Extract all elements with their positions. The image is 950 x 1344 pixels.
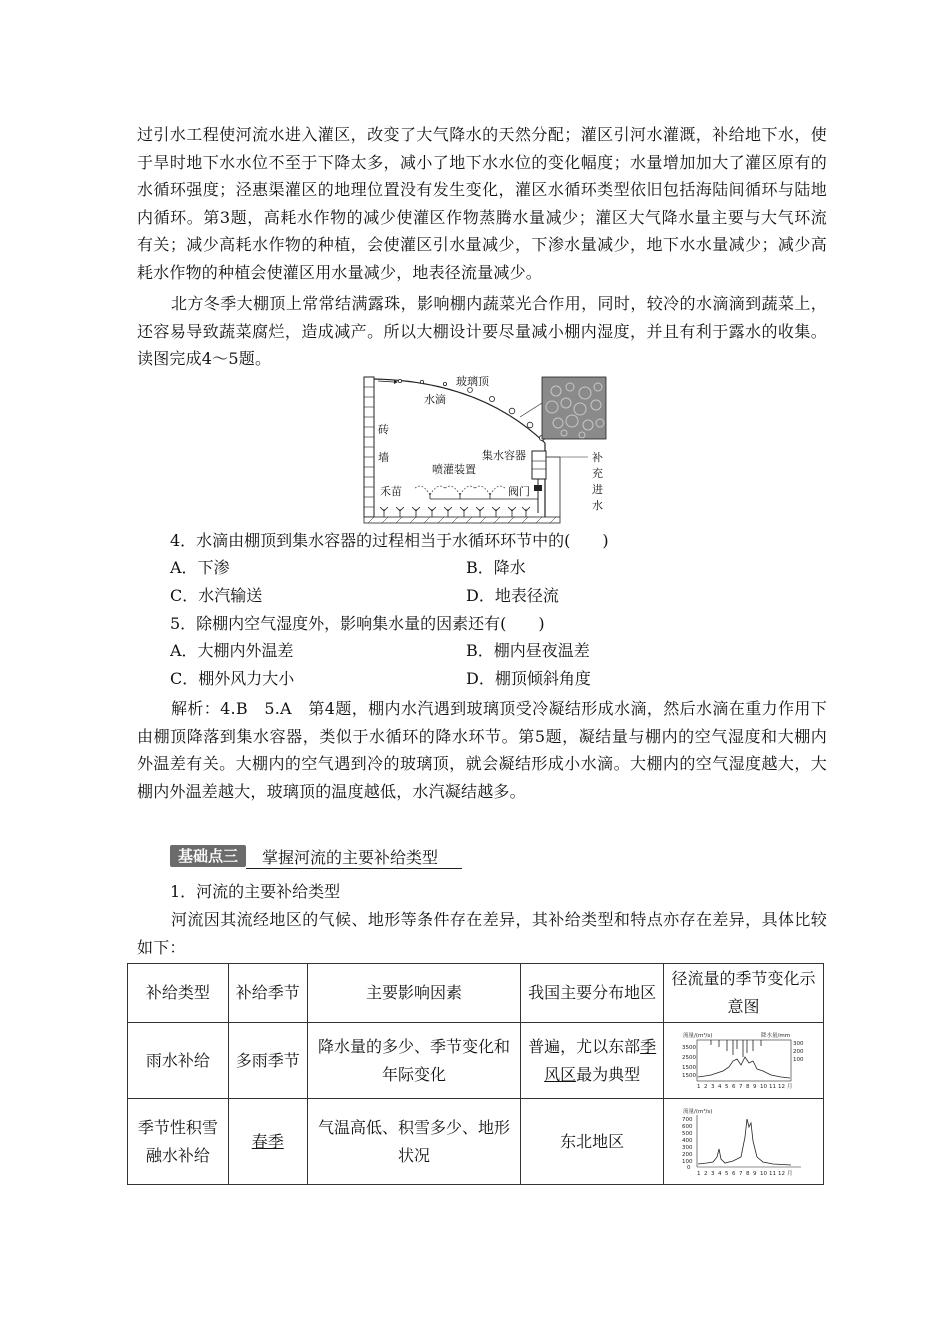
label-supply-2: 充 <box>592 467 603 480</box>
chart1-xtick: 10 <box>759 1083 767 1090</box>
chart2-xtick: 12 <box>777 1170 785 1177</box>
label-supply-1: 补 <box>592 451 603 464</box>
chart1-ytick: 1500 <box>681 1064 696 1071</box>
q5-option-c: C．棚外风力大小 <box>170 669 295 688</box>
label-wall: 墙 <box>378 451 389 464</box>
q4-option-c: C．水汽输送 <box>170 586 263 605</box>
chart2-ytick: 400 <box>681 1137 692 1144</box>
chart1-xtick: 8 <box>745 1083 749 1090</box>
cell-season: 多雨季节 <box>228 1023 307 1099</box>
chart2-xtick: 4 <box>717 1170 721 1177</box>
cell-factors: 降水量的多少、季节变化和年际变化 <box>307 1023 521 1099</box>
season-underlined: 春季 <box>251 1131 284 1151</box>
chart2-ytick: 200 <box>681 1151 692 1158</box>
chart1-y2tick: 200 <box>792 1048 803 1055</box>
q4-option-b: B．降水 <box>466 558 526 577</box>
chart2-ytick: 300 <box>681 1144 692 1151</box>
chart1-xtick: 12 <box>777 1083 785 1090</box>
header-season: 补给季节 <box>228 964 307 1023</box>
q5-option-a: A．大棚内外温差 <box>170 641 294 660</box>
chart1-ytick: 3500 <box>681 1044 696 1051</box>
chart2-xtick: 3 <box>710 1170 714 1177</box>
chart1-xtick: 7 <box>738 1083 742 1090</box>
seedlings <box>380 507 530 517</box>
chart1-xtick: 4 <box>717 1083 721 1090</box>
chart2-ytick: 700 <box>681 1116 692 1123</box>
intro-paragraph: 过引水工程使河流水进入灌区，改变了大气降水的天然分配；灌区引河水灌溉，补给地下水，使于旱时地下水水位不至于下降太多，减小了地下水水位的变化幅度；水量增加加大了灌区原有的水循环强度；泾惠渠灌区的地理位置没有发生变化，灌区水循环类型依旧包括海陆间循环与陆地内循环。第3题，高耗水作物的减少使灌区作物蒸腾水量减少；灌区大气降水量主要与大气环流有关；减少高耗水作物的种植，会使灌区引水量减少，下渗水量减少，地下水水量减少；减少高耗水作物的种植会使灌区用水量减少，地表径流量减少。 <box>137 125 827 282</box>
cell-chart <box>664 1023 824 1099</box>
rain-runoff-chart <box>681 1031 807 1091</box>
water-drops <box>398 379 544 440</box>
table-row <box>128 1099 824 1185</box>
chart2-xtick: 1 <box>696 1170 700 1177</box>
chart2-flow-label: 流量/(m³/s) <box>682 1108 712 1115</box>
question-5-stem: 5．除棚内空气湿度外，影响集水量的因素还有( ) <box>170 614 545 633</box>
header-region: 我国主要分布地区 <box>521 964 664 1023</box>
region-text-a: 普遍，尤以东部 <box>528 1036 641 1056</box>
chart2-xunit: 月 <box>786 1170 793 1177</box>
table-header-row <box>128 964 824 1023</box>
chart2-ytick: 0 <box>686 1164 690 1171</box>
q4-option-a: A．下渗 <box>170 558 230 577</box>
label-water-drop: 水滴 <box>424 393 446 406</box>
chart2-xtick: 11 <box>768 1170 776 1177</box>
chart1-flow-label: 流量/(m³/s) <box>682 1032 712 1039</box>
chart1-xtick: 5 <box>724 1083 728 1090</box>
section-intro: 河流因其流经地区的气候、地形等条件存在差异，其补给类型和特点亦存在差异，具体比较如下： <box>137 910 827 957</box>
chart1-xtick: 9 <box>752 1083 756 1090</box>
chart1-xtick: 6 <box>731 1083 735 1090</box>
q5-option-b: B．棚内昼夜温差 <box>466 641 590 660</box>
supply-table <box>127 963 824 1185</box>
q4-option-d: D．地表径流 <box>466 586 559 605</box>
cell-season <box>228 1099 307 1185</box>
chart2-xtick: 2 <box>703 1170 707 1177</box>
chart2-xtick: 8 <box>745 1170 749 1177</box>
label-collector: 集水容器 <box>482 449 526 462</box>
chart1-xunit: 月 <box>786 1083 793 1090</box>
section-badge: 基础点三 <box>170 845 246 867</box>
chart1-ytick: 2500 <box>681 1054 696 1061</box>
chart1-xtick: 11 <box>768 1083 776 1090</box>
label-glass-roof: 玻璃顶 <box>456 375 489 388</box>
chart2-xtick: 10 <box>759 1170 767 1177</box>
subheading: 1．河流的主要补给类型 <box>170 882 341 901</box>
header-type: 补给类型 <box>128 964 229 1023</box>
chart2-flow-line <box>698 1119 791 1165</box>
question-4-stem: 4．水滴由棚顶到集水容器的过程相当于水循环环节中的( ) <box>170 531 609 550</box>
label-supply-3: 进 <box>592 483 603 496</box>
chart2-xtick: 7 <box>738 1170 742 1177</box>
chart2-ytick: 500 <box>681 1130 692 1137</box>
chart2-xtick: 9 <box>752 1170 756 1177</box>
cell-type: 雨水补给 <box>128 1023 229 1099</box>
chart1-precip-label: 降水量/mm <box>760 1032 790 1039</box>
chart2-xtick: 5 <box>724 1170 728 1177</box>
table-row <box>128 1023 824 1099</box>
cell-region <box>521 1023 664 1099</box>
chart1-precip-bars <box>711 1040 761 1057</box>
greenhouse-figure <box>360 373 612 525</box>
header-factors: 主要影响因素 <box>307 964 521 1023</box>
chart1-y2tick: 300 <box>792 1040 803 1047</box>
analysis-paragraph: 解析：4.B 5.A 第4题，棚内水汽遇到玻璃顶受冷凝结形成水滴，然后水滴在重力作用下由棚顶降落到集水容器，类似于水循环的降水环节。第5题，凝结量与棚内的空气湿度和大棚内外温差有关。大棚内的空气遇到冷的玻璃顶，就会凝结形成小水滴。大棚内的空气湿度越大，大棚内外温差越大，玻璃顶的温度越低，水汽凝结越多。 <box>137 699 827 801</box>
label-seedling: 禾苗 <box>380 485 402 498</box>
ground <box>364 517 560 523</box>
cell-chart <box>664 1099 824 1185</box>
chart1-ytick: 1500 <box>681 1072 696 1079</box>
brick-pattern <box>364 387 374 507</box>
valve <box>534 485 542 491</box>
header-chart: 径流量的季节变化示意图 <box>664 964 824 1023</box>
label-brick: 砖 <box>378 423 389 436</box>
snowmelt-runoff-chart <box>681 1107 807 1177</box>
section-underline <box>246 868 462 869</box>
label-valve: 阀门 <box>508 485 530 498</box>
collector-box <box>532 451 546 479</box>
region-text-b: 最为典型 <box>576 1064 641 1084</box>
chart1-xtick: 2 <box>703 1083 707 1090</box>
chart1-y2tick: 100 <box>792 1056 803 1063</box>
chart2-ytick: 100 <box>681 1158 692 1165</box>
chart2-ytick: 600 <box>681 1123 692 1130</box>
chart1-flow-line <box>698 1057 790 1078</box>
chart1-xtick: 1 <box>696 1083 700 1090</box>
section-title: 掌握河流的主要补给类型 <box>262 848 439 867</box>
q5-option-d: D．棚顶倾斜角度 <box>466 669 591 688</box>
cell-factors: 气温高低、积雪多少、地形状况 <box>307 1099 521 1185</box>
cell-type: 季节性积雪融水补给 <box>128 1099 229 1185</box>
context-paragraph: 北方冬季大棚顶上常常结满露珠，影响棚内蔬菜光合作用，同时，较冷的水滴滴到蔬菜上，还容易导致蔬菜腐烂，造成减产。所以大棚设计要尽量减小棚内湿度，并且有利于露水的收集。读图完成4～5题。 <box>137 294 827 369</box>
label-sprinkler: 喷灌装置 <box>432 463 476 476</box>
cell-region: 东北地区 <box>521 1099 664 1185</box>
label-supply-4: 水 <box>592 499 603 512</box>
region-underlined: 季风区 <box>544 1036 657 1084</box>
chart2-xtick: 6 <box>731 1170 735 1177</box>
glass-roof-arc <box>374 379 545 443</box>
chart1-xtick: 3 <box>710 1083 714 1090</box>
